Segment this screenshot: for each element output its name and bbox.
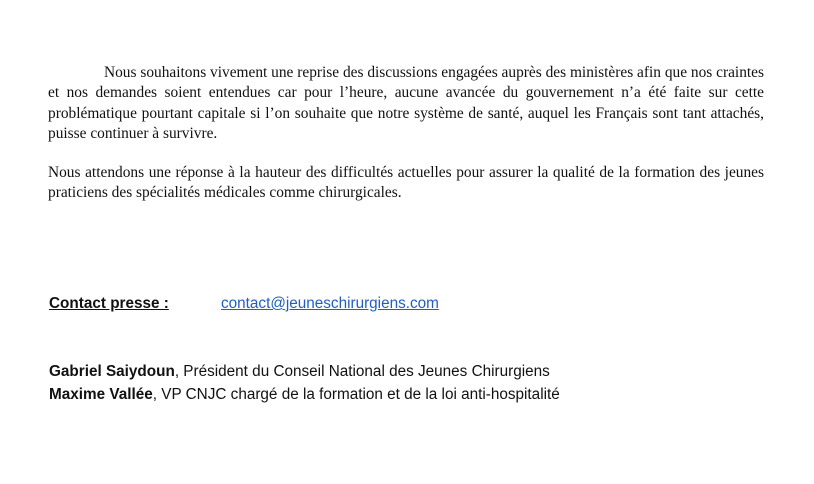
body-paragraph-2: Nous attendons une réponse à la hauteur des difficultés actuelles pour assurer la qualité de la formation des jeunes praticiens des spécialités médicales comme chirurgicales. [48, 164, 764, 202]
press-contact [49, 294, 439, 314]
signatory-2 [49, 385, 560, 405]
signatory-1-name: Gabriel Saiydoun [49, 363, 175, 380]
body-paragraph-1: Nous souhaitons vivement une reprise des discussions engagées auprès des ministères afin que nos craintes et nos demandes soient entendues car pour l’heure, aucune avancée du gouvernement n’a été faite sur cette problématique pourtant capitale si l’on souhaite que notre système de santé, auquel les Français sont tant attachés, puisse continuer à survivre. [48, 64, 764, 142]
signatory-2-name: Maxime Vallée [49, 386, 153, 403]
signatory-2-role: , VP CNJC chargé de la formation et de la loi anti-hospitalité [152, 386, 560, 403]
signatory-1 [49, 362, 550, 382]
press-contact-label: Contact presse : [49, 295, 169, 312]
signatory-1-role: , Président du Conseil National des Jeunes Chirurgiens [174, 363, 550, 380]
press-contact-email-link[interactable]: contact@jeuneschirurgiens.com [221, 295, 439, 312]
